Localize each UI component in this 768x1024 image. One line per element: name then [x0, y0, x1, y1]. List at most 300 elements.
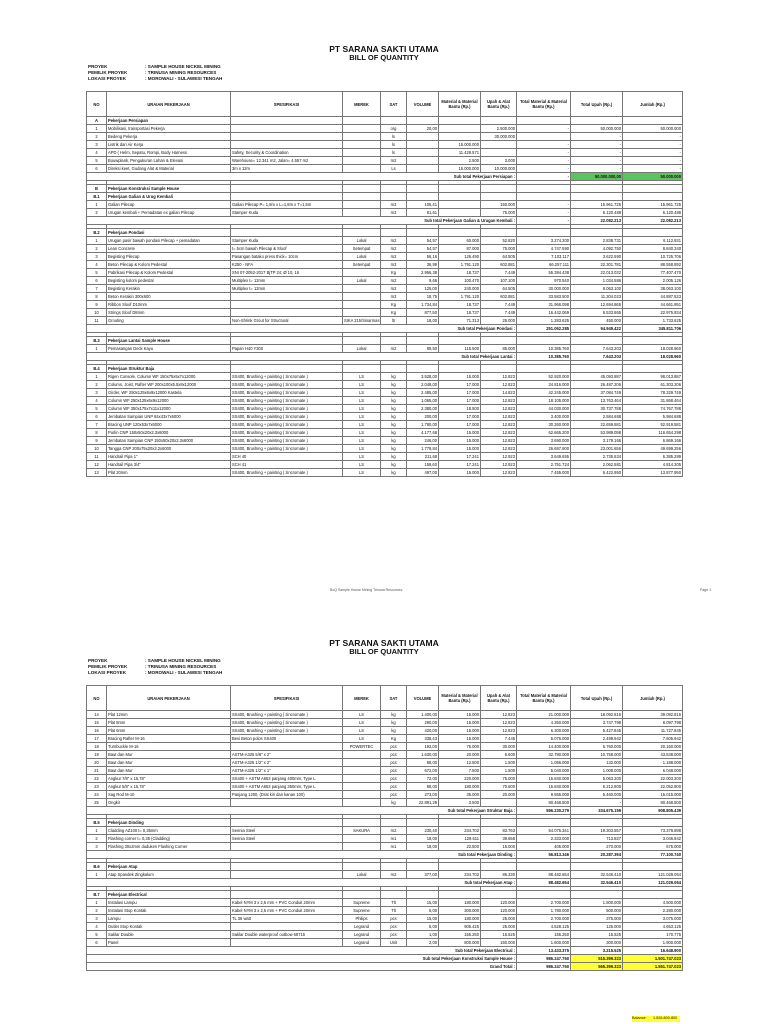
cell-no: 10: [87, 445, 107, 453]
empty-cell: [343, 193, 381, 201]
cell-tupah: -: [571, 165, 623, 173]
table-row: [87, 133, 683, 141]
table-row: [87, 469, 683, 477]
empty-cell: [571, 193, 623, 201]
empty-cell: [571, 229, 623, 237]
cell-tmat: 155.250: [517, 931, 571, 939]
cell-mat: 17.241: [439, 461, 481, 469]
cell-mat: 800.000: [439, 939, 481, 947]
cell-uraian: Begisting Pilecap: [107, 253, 231, 261]
cell-upah: 15.525: [481, 931, 517, 939]
cell-tmat: 9.555.000: [517, 791, 571, 799]
cell-tupah: 4.092.750: [571, 245, 623, 253]
cell-no: 20: [87, 759, 107, 767]
cell-tmat: 10.385.760: [517, 345, 571, 353]
cell-tupah: 125.000: [571, 923, 623, 931]
cell-merek: [343, 767, 381, 775]
cell-no: 2: [87, 907, 107, 915]
empty-cell: [407, 185, 439, 193]
table-row: [87, 783, 683, 791]
cell-sat: m2: [381, 285, 407, 293]
cell-merek: LS: [343, 373, 381, 381]
cell-mat: 180.000: [439, 783, 481, 791]
header-cell: SPESIFIKASI: [231, 92, 343, 117]
table-row: [87, 237, 683, 245]
cell-tmat: 7.455.000: [517, 469, 571, 477]
cell-tmat: 1.780.000: [517, 907, 571, 915]
cell-upah: 12.823: [481, 373, 517, 381]
cell-upah: 120.000: [481, 899, 517, 907]
subtotal-row: [87, 879, 683, 887]
cell-vol: 22.891,29: [407, 799, 439, 807]
cell-sat: m2: [381, 245, 407, 253]
subtotal-material: 596.230.279: [517, 807, 571, 815]
cell-sat: kg: [381, 799, 407, 807]
cell-spek: SS400, Brushing + painting ( zincromate ): [231, 405, 343, 413]
table-row: [87, 165, 683, 173]
cell-no: 19: [87, 751, 107, 759]
empty-cell: [571, 117, 623, 125]
empty-cell: [571, 891, 623, 899]
empty-cell: [407, 229, 439, 237]
cell-uraian: Panel: [107, 939, 231, 947]
cell-uraian: Plat 20mm: [107, 469, 231, 477]
cell-sat: kg: [381, 437, 407, 445]
cell-no: 14: [87, 711, 107, 719]
empty-cell: [407, 337, 439, 345]
cell-no: 2: [87, 133, 107, 141]
cell-uraian: Handrail Pipa 1": [107, 453, 231, 461]
table-row: [87, 141, 683, 149]
cell-sat: m1: [381, 843, 407, 851]
cell-upah: 75.000: [481, 245, 517, 253]
empty-cell: [571, 365, 623, 373]
cell-tmat: 30.260.000: [517, 421, 571, 429]
cell-mat: 15.000: [439, 469, 481, 477]
cell-merek: [343, 759, 381, 767]
cell-spek: Kabel NYM 3 x 2,5 mm + PVC Conduit 20mm: [231, 907, 343, 915]
empty-cell: [517, 193, 571, 201]
cell-tupah: 1.800.000: [571, 899, 623, 907]
cell-upah: 7.449: [481, 269, 517, 277]
cell-uraian: Baut dan Mur: [107, 767, 231, 775]
empty-cell: [439, 193, 481, 201]
cell-uraian: Handrail Pipa 3/4": [107, 461, 231, 469]
cell-jml: 61.303.206: [623, 381, 683, 389]
cell-vol: [407, 149, 439, 157]
cell-merek: [343, 125, 381, 133]
subtotal-row: [87, 173, 683, 181]
cell-mat: 15.000: [439, 437, 481, 445]
cell-sat: ls: [381, 133, 407, 141]
cell-no: 4: [87, 397, 107, 405]
cell-vol: 338,43: [407, 735, 439, 743]
meta-lokasi: LOKASI PROYEK : MOROWALI - SULAWESI TENGAH: [88, 670, 223, 675]
cell-mat: 15.000: [439, 735, 481, 743]
subtotal-jumlah: 16.648.900: [623, 947, 683, 955]
cell-sat: pcs: [381, 931, 407, 939]
cell-tupah: 713.837: [571, 835, 623, 843]
cell-tupah: 6.120.488: [571, 209, 623, 217]
cell-tmat: 4.528.125: [517, 923, 571, 931]
cell-vol: 54,57: [407, 245, 439, 253]
cell-merek: Lokal: [343, 237, 381, 245]
cell-sat: pcs: [381, 759, 407, 767]
section-number: B: [87, 185, 107, 193]
cell-no: 17: [87, 735, 107, 743]
cell-jml: 6.048.000: [623, 767, 683, 775]
cell-upah: 70.600: [481, 783, 517, 791]
cell-sat: ls: [381, 149, 407, 157]
subtotal-jumlah: 121.029.064: [623, 879, 683, 887]
table-row: [87, 253, 683, 261]
section-title: Pekerjaan Persiapan: [107, 117, 231, 125]
header-cell: Total Material & Material Bantu (Rp.): [517, 686, 571, 711]
table-row: [87, 413, 683, 421]
header-cell: MEREK: [343, 686, 381, 711]
empty-cell: [439, 337, 481, 345]
cell-uraian: Girder, WF 250x125x6x9x12000 Kastela: [107, 389, 231, 397]
cell-spek: SS400 + ASTM A653 panjang 350mm, Type L: [231, 783, 343, 791]
cell-jml: 8.840.340: [623, 245, 683, 253]
cell-no: 13: [87, 469, 107, 477]
cell-no: 1: [87, 237, 107, 245]
cell-sat: kg: [381, 711, 407, 719]
cell-tmat: 4.350.000: [517, 719, 571, 727]
empty-cell: [517, 819, 571, 827]
cell-tupah: 375.000: [571, 915, 623, 923]
cell-merek: Lokal: [343, 277, 381, 285]
cell-jml: 22.052.800: [623, 783, 683, 791]
cell-no: 15: [87, 719, 107, 727]
subtotal-jumlah: 18.028.960: [623, 353, 683, 361]
cell-spek: SS400, Brushing + painting ( zincromate ): [231, 445, 343, 453]
cell-tupah: 132.000: [571, 759, 623, 767]
cell-jml: 1.900.000: [623, 939, 683, 947]
cell-tmat: 88.482.654: [517, 871, 571, 879]
cell-sat: Unit: [381, 939, 407, 947]
cell-upah: 7.449: [481, 309, 517, 317]
subtotal-jumlah: 22.082.213: [623, 217, 683, 225]
cell-tmat: 5.076.000: [517, 735, 571, 743]
cell-tmat: -: [517, 157, 571, 165]
cell-merek: Lokal: [343, 253, 381, 261]
cell-vol: 54,57: [407, 237, 439, 245]
cell-tmat: -: [517, 165, 571, 173]
cell-sat: m2: [381, 157, 407, 165]
cell-spek: Papan H40 Y300: [231, 345, 343, 353]
cell-merek: LS: [343, 445, 381, 453]
empty-cell: [571, 337, 623, 345]
cell-no: 5: [87, 931, 107, 939]
cell-vol: 497,00: [407, 469, 439, 477]
table-row: [87, 899, 683, 907]
cell-spek: SS400, Brushing + painting ( zincromate ): [231, 429, 343, 437]
empty-cell: [231, 229, 343, 237]
cell-mat: 17.000: [439, 389, 481, 397]
cell-jml: 15.961.725: [623, 201, 683, 209]
cell-tmat: 34.816.000: [517, 381, 571, 389]
cell-jml: 2.280.000: [623, 907, 683, 915]
header-cell: SAT: [381, 92, 407, 117]
document-title: BILL OF QUANTITY: [349, 53, 419, 62]
cell-vol: 377,00: [407, 871, 439, 879]
cell-sat: org: [381, 125, 407, 133]
cell-tmat: 2.333.000: [517, 835, 571, 843]
empty-cell: [623, 185, 683, 193]
cell-sat: m2: [381, 237, 407, 245]
cell-tupah: 5.427.845: [571, 727, 623, 735]
cell-tupah: 3.179.166: [571, 437, 623, 445]
table-row: [87, 421, 683, 429]
meta-pemilik: PEMILIK PROYEK : TRINUSA MINING RESOURCES: [88, 664, 217, 669]
cell-no: 6: [87, 939, 107, 947]
cell-uraian: Begisting Kerakin: [107, 285, 231, 293]
cell-jml: 49.699.256: [623, 445, 683, 453]
balance-label: Balance: [632, 1016, 646, 1020]
header-cell: VOLUME: [407, 686, 439, 711]
cell-mat: 87.000: [439, 245, 481, 253]
company-name: PT SARANA SAKTI UTAMA: [329, 638, 439, 648]
cell-tupah: 5.063.200: [571, 775, 623, 783]
table-row: [87, 397, 683, 405]
cell-merek: LS: [343, 437, 381, 445]
cell-sat: Tlt: [381, 907, 407, 915]
cell-jml: 170.775: [623, 931, 683, 939]
cell-jml: 78.329.749: [623, 389, 683, 397]
cell-spek: 3m x 12m: [231, 165, 343, 173]
cell-mat: 18.737: [439, 301, 481, 309]
subtotal-upah: 565.399.323: [571, 963, 623, 971]
cell-spek: [231, 309, 343, 317]
cell-spek: ASTM-A325 1/2" x 2": [231, 759, 343, 767]
cell-upah: 12.823: [481, 429, 517, 437]
cell-no: 4: [87, 149, 107, 157]
cell-tmat: 52.920.000: [517, 373, 571, 381]
cell-mat: 15.000: [439, 429, 481, 437]
table-row: [87, 743, 683, 751]
subtotal-jumlah: 77.100.740: [623, 851, 683, 859]
section-number: A: [87, 117, 107, 125]
cell-upah: 12.923: [481, 461, 517, 469]
empty-cell: [439, 117, 481, 125]
cell-uraian: Plat 8mm: [107, 719, 231, 727]
cell-tupah: 26.487.206: [571, 381, 623, 389]
cell-vol: 877,50: [407, 309, 439, 317]
cell-no: 11: [87, 453, 107, 461]
cell-mat: 15.000: [439, 719, 481, 727]
subtotal-upah: 515.399.323: [571, 955, 623, 963]
cell-mat: [439, 209, 481, 217]
cell-jml: 3.075.000: [623, 915, 683, 923]
cell-jml: -: [623, 165, 683, 173]
cell-spek: Warehouse= 12.341 m2, Jalan= 4.557 m2: [231, 157, 343, 165]
cell-jml: 4.814.305: [623, 461, 683, 469]
cell-vol: 159,60: [407, 461, 439, 469]
cell-spek: SS400, Brushing + painting ( zincromate ): [231, 413, 343, 421]
table-row: [87, 157, 683, 165]
cell-vol: 2.380,00: [407, 405, 439, 413]
cell-no: 3: [87, 141, 107, 149]
cell-upah: 25.000: [481, 317, 517, 325]
cell-upah: [481, 799, 517, 807]
cell-upah: 85.000: [481, 345, 517, 353]
cell-uraian: Sag Rod M-10: [107, 791, 231, 799]
cell-tupah: 45.093.887: [571, 373, 623, 381]
cell-tupah: 2.499.942: [571, 735, 623, 743]
cell-merek: LS: [343, 413, 381, 421]
table-row: [87, 125, 683, 133]
cell-upah: 12.823: [481, 405, 517, 413]
cell-spek: SS400, Brushing + painting ( zincromate ): [231, 373, 343, 381]
cell-spek: SS400, Brushing + painting ( zincromate ): [231, 711, 343, 719]
cell-mat: 71.313: [439, 317, 481, 325]
empty-cell: [381, 117, 407, 125]
empty-cell: [481, 185, 517, 193]
table-row: [87, 461, 683, 469]
cell-sat: m2: [381, 345, 407, 353]
cell-vol: 1,00: [407, 931, 439, 939]
subtotal-material: 13.433.375: [517, 947, 571, 955]
cell-uraian: Urugan pasir bawah pondasi Pilecap + pemadatan: [107, 237, 231, 245]
subtotal-upah: 22.082.213: [571, 217, 623, 225]
cell-mat: 180.000: [439, 899, 481, 907]
empty-cell: [343, 337, 381, 345]
cell-tmat: 80.468.500: [517, 799, 571, 807]
table-row: [87, 843, 683, 851]
cell-upah: 602.881: [481, 293, 517, 301]
cell-vol: [407, 157, 439, 165]
cell-mat: 7.500: [439, 767, 481, 775]
cell-jml: 77.407.470: [623, 269, 683, 277]
subtotal-upah: 94.949.422: [571, 325, 623, 333]
cell-tupah: 270.000: [571, 843, 623, 851]
cell-upah: 25.000: [481, 923, 517, 931]
cell-merek: [343, 791, 381, 799]
cell-jml: -: [623, 157, 683, 165]
cell-sat: Kg: [381, 269, 407, 277]
cell-merek: Setempat: [343, 245, 381, 253]
cell-spek: Galian Pilecap P= 1,8m x L=1,8m x T=1,5m: [231, 201, 343, 209]
subtotal-label: Sub total Pekerjaan Atap :: [87, 879, 517, 887]
cell-sat: pcs: [381, 783, 407, 791]
section-number: B.1: [87, 193, 107, 201]
empty-cell: [407, 365, 439, 373]
empty-cell: [407, 193, 439, 201]
cell-uraian: Plat 6mm: [107, 727, 231, 735]
table-row: [87, 437, 683, 445]
empty-cell: [231, 117, 343, 125]
cell-spek: Pasangan batako press thick= 10cm: [231, 253, 343, 261]
meta-pemilik: PEMILIK PROYEK : TRINUSA MINING RESOURCES: [88, 70, 217, 75]
table-row: [87, 293, 683, 301]
header-cell: SPESIFIKASI: [231, 686, 343, 711]
cell-no: 6: [87, 413, 107, 421]
cell-vol: 1.630,00: [407, 751, 439, 759]
cell-spek: ASTM-A325 5/8" x 2": [231, 751, 343, 759]
cell-uraian: Bedeng Pekerja: [107, 133, 231, 141]
cell-tmat: 2.700.000: [517, 915, 571, 923]
header-cell: Upah & Alat Bantu (Rp.): [481, 92, 517, 117]
subtotal-label: Sub total Pekerjaan Persiapan :: [87, 173, 517, 181]
table-row: [87, 269, 683, 277]
cell-vol: 88,00: [407, 783, 439, 791]
cell-tmat: 3.400.000: [517, 413, 571, 421]
cell-jml: 121.029.064: [623, 871, 683, 879]
table-row: [87, 429, 683, 437]
cell-jml: 2.005.126: [623, 277, 683, 285]
cell-upah: 7.449: [481, 301, 517, 309]
cell-upah: 6.600: [481, 751, 517, 759]
subtotal-jumlah: 345.811.706: [623, 325, 683, 333]
cell-tupah: 32.546.410: [571, 871, 623, 879]
cell-sat: pcs: [381, 767, 407, 775]
cell-mat: 17.000: [439, 397, 481, 405]
cell-upah: 150.000: [481, 201, 517, 209]
subtotal-row: [87, 955, 683, 963]
cell-jml: 20.160.000: [623, 743, 683, 751]
cell-vol: 290,00: [407, 719, 439, 727]
subtotal-row: [87, 353, 683, 361]
cell-uraian: Cladding AZ100 t= 0,35mm: [107, 827, 231, 835]
section-row: [87, 819, 683, 827]
cell-tmat: 54.075.341: [517, 827, 571, 835]
empty-cell: [623, 117, 683, 125]
cell-sat: kg: [381, 381, 407, 389]
cell-no: 24: [87, 791, 107, 799]
cell-no: 7: [87, 285, 107, 293]
cell-mat: 155.250: [439, 931, 481, 939]
cell-merek: [343, 775, 381, 783]
cell-jml: 39.092.816: [623, 711, 683, 719]
cell-tmat: 1.056.000: [517, 759, 571, 767]
cell-jml: 74.767.788: [623, 405, 683, 413]
header-cell: MEREK: [343, 92, 381, 117]
empty-cell: [517, 365, 571, 373]
cell-vol: 230,40: [407, 827, 439, 835]
cell-no: 2: [87, 209, 107, 217]
table-row: [87, 915, 683, 923]
cell-merek: [343, 141, 381, 149]
subtotal-material: 986.247.760: [517, 955, 571, 963]
cell-tmat: 15.840.000: [517, 775, 571, 783]
cell-no: 1: [87, 827, 107, 835]
subtotal-jumlah: 1.551.747.023: [623, 963, 683, 971]
cell-mat: 15.000: [439, 373, 481, 381]
cell-tmat: 405.000: [517, 843, 571, 851]
cell-vol: 200,00: [407, 413, 439, 421]
cell-vol: 192,00: [407, 743, 439, 751]
cell-sat: pcs: [381, 923, 407, 931]
empty-cell: [439, 891, 481, 899]
cell-upah: 15.000: [481, 843, 517, 851]
cell-vol: 125,00: [407, 285, 439, 293]
empty-cell: [481, 891, 517, 899]
cell-upah: 12.823: [481, 469, 517, 477]
empty-cell: [343, 819, 381, 827]
table-row: [87, 923, 683, 931]
section-title: Pekerjaan Dinding: [107, 819, 231, 827]
cell-upah: 75.000: [481, 775, 517, 783]
empty-cell: [381, 365, 407, 373]
cell-jml: 4.653.125: [623, 923, 683, 931]
cell-merek: LS: [343, 397, 381, 405]
cell-jml: 15.015.000: [623, 791, 683, 799]
cell-spek: Sennia Steel: [231, 827, 343, 835]
cell-spek: SS400, Brushing + painting ( zincromate ): [231, 727, 343, 735]
cell-jml: 5.984.688: [623, 413, 683, 421]
cell-merek: [343, 301, 381, 309]
